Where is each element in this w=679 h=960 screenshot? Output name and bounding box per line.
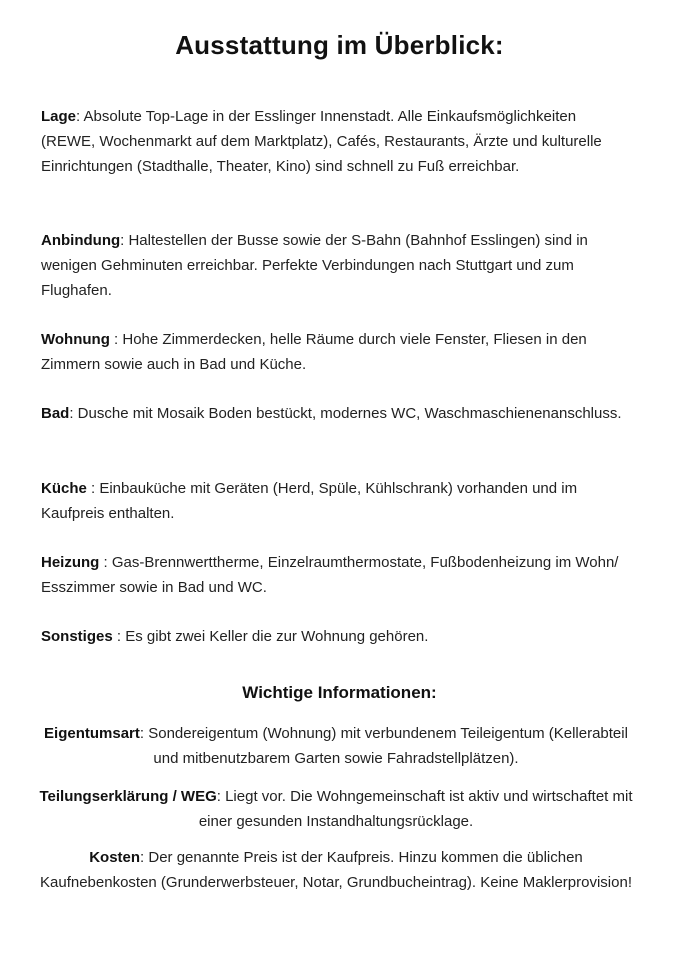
section-text: : Gas-Brennwerttherme, Einzelraumthermostate, Fußbodenheizung im Wohn/ Esszimmer sowie in Bad und WC. (41, 554, 619, 596)
section-label: Anbindung (41, 232, 121, 249)
section-label: Lage (41, 108, 77, 125)
section-text: : Haltestellen der Busse sowie der S-Bahn (Bahnhof Esslingen) sind in wenigen Gehminuten erreichbar. Perfekte Verbindungen nach Stuttgart und zum Flughafen. (41, 232, 588, 299)
section-kueche (41, 477, 631, 527)
info-text: : Liegt vor. Die Wohngemeinschaft ist aktiv und wirtschaftet mit einer gesunden Instandhaltungsrücklage. (198, 788, 633, 830)
section-label: Küche (41, 480, 87, 497)
info-label: Eigentumsart (44, 725, 140, 742)
section-label: Bad (41, 405, 70, 422)
info-label: Teilungserklärung / WEG (39, 788, 217, 805)
section-text: : Hohe Zimmerdecken, helle Räume durch viele Fenster, Fliesen in den Zimmern sowie auch in Bad und Küche. (41, 331, 587, 373)
info-text: : Sondereigentum (Wohnung) mit verbundenem Teileigentum (Kellerabteil und mitbenutzbarem Garten sowie Fahradstellplätzen). (139, 725, 628, 767)
section-text: : Absolute Top-Lage in der Esslinger Innenstadt. Alle Einkaufsmöglichkeiten (REWE, Wochenmarkt auf dem Marktplatz), Cafés, Restaurants, Ärzte und kulturelle Einrichtungen (Stadthalle, Theater, Kino) sind schnell zu Fuß erreichbar. (41, 108, 602, 175)
info-teilungserklaerung (30, 785, 642, 835)
section-text: : Es gibt zwei Keller die zur Wohnung gehören. (112, 628, 429, 645)
section-anbindung (41, 229, 631, 303)
section-label: Heizung (41, 554, 100, 571)
info-label: Kosten (89, 849, 141, 866)
info-heading: Wichtige Informationen: (242, 683, 437, 702)
section-text: : Dusche mit Mosaik Boden bestückt, modernes WC, Waschmaschienenanschluss. (69, 405, 622, 422)
section-lage (41, 105, 631, 179)
section-bad (41, 402, 631, 427)
section-label: Wohnung (41, 331, 110, 348)
info-text: : Der genannte Preis ist der Kaufpreis. Hinzu kommen die üblichen Kaufnebenkosten (Grunderwerbsteuer, Notar, Grundbucheintrag). Keine Maklerprovision! (40, 849, 632, 891)
section-text: : Einbauküche mit Geräten (Herd, Spüle, Kühlschrank) vorhanden und im Kaufpreis enthalten. (41, 480, 578, 522)
page-title: Ausstattung im Überblick: (175, 30, 504, 60)
info-kosten (30, 846, 642, 896)
section-heizung (41, 551, 631, 601)
section-label: Sonstiges (41, 628, 113, 645)
info-eigentumsart (30, 722, 642, 772)
section-wohnung (41, 328, 631, 378)
section-sonstiges (41, 625, 631, 650)
